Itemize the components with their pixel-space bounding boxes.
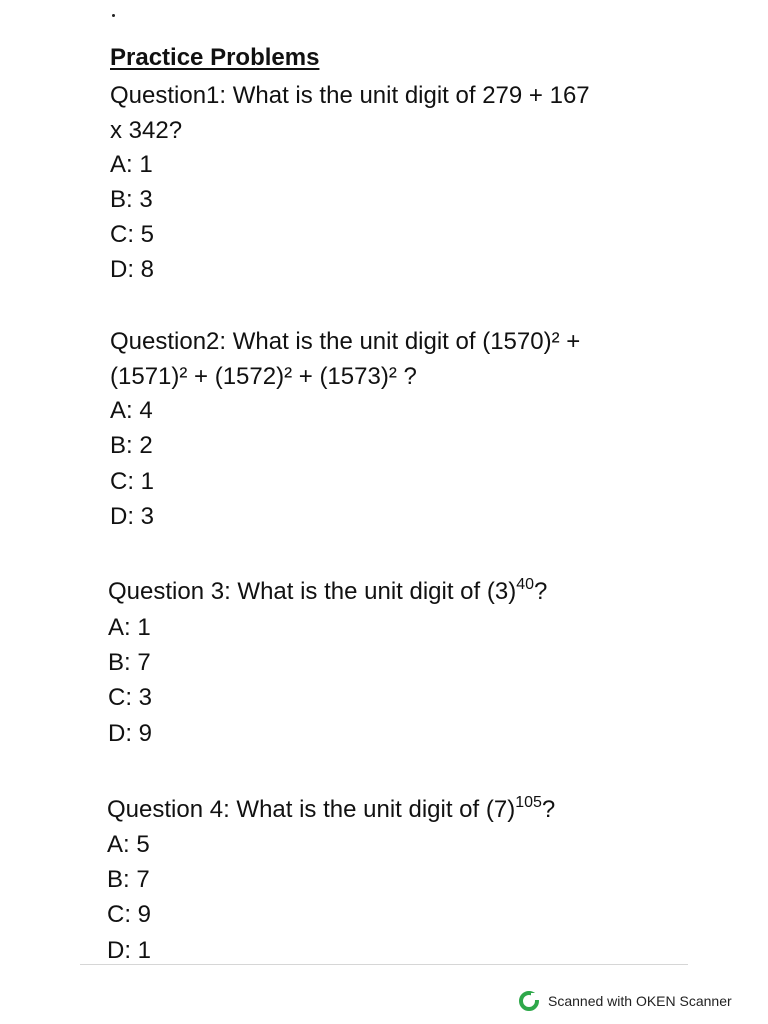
question-3-text-suffix: ?	[534, 578, 548, 605]
scanner-watermark-text: Scanned with OKEN Scanner	[548, 993, 732, 1009]
question-2-option-c: C: 1	[110, 468, 155, 495]
scan-speck	[112, 14, 115, 17]
page-title: Practice Problems	[110, 44, 320, 71]
question-3-option-b: B: 7	[108, 649, 151, 676]
oken-scanner-logo-icon	[518, 990, 540, 1012]
question-4-option-c: C: 9	[107, 901, 152, 928]
question-2-option-b: B: 2	[110, 432, 153, 459]
question-4-option-b: B: 7	[107, 866, 150, 893]
question-3-exponent: 40	[516, 576, 534, 593]
question-2-text-line-2: (1571)² + (1572)² + (1573)² ?	[110, 363, 417, 390]
scanner-watermark	[518, 990, 732, 1012]
question-1-text-line-1: Question1: What is the unit digit of 279 + 167	[110, 82, 590, 109]
question-2-text-line-1: Question2: What is the unit digit of (1570)² +	[110, 328, 581, 355]
question-3-option-c: C: 3	[108, 684, 153, 711]
page-bottom-divider	[80, 964, 688, 965]
question-3-text-prefix: Question 3: What is the unit digit of (3)	[108, 578, 517, 605]
question-1-option-d: D: 8	[110, 256, 155, 283]
question-4-option-a: A: 5	[107, 831, 150, 858]
question-3-option-d: D: 9	[108, 720, 153, 747]
question-3-option-a: A: 1	[108, 614, 151, 641]
question-1-text-line-2: x 342?	[110, 117, 183, 144]
question-3-text	[108, 577, 547, 607]
question-4-text-suffix: ?	[541, 796, 556, 823]
question-4-text-prefix: Question 4: What is the unit digit of (7)	[107, 796, 516, 823]
question-2-option-a: A: 4	[110, 397, 153, 424]
question-2-option-d: D: 3	[110, 503, 155, 530]
question-1-option-b: B: 3	[110, 186, 153, 213]
question-4-text	[107, 795, 555, 825]
question-4-option-d: D: 1	[107, 937, 152, 964]
question-1-option-a: A: 1	[110, 151, 153, 178]
question-1-option-c: C: 5	[110, 221, 155, 248]
question-4-exponent: 105	[515, 794, 542, 811]
